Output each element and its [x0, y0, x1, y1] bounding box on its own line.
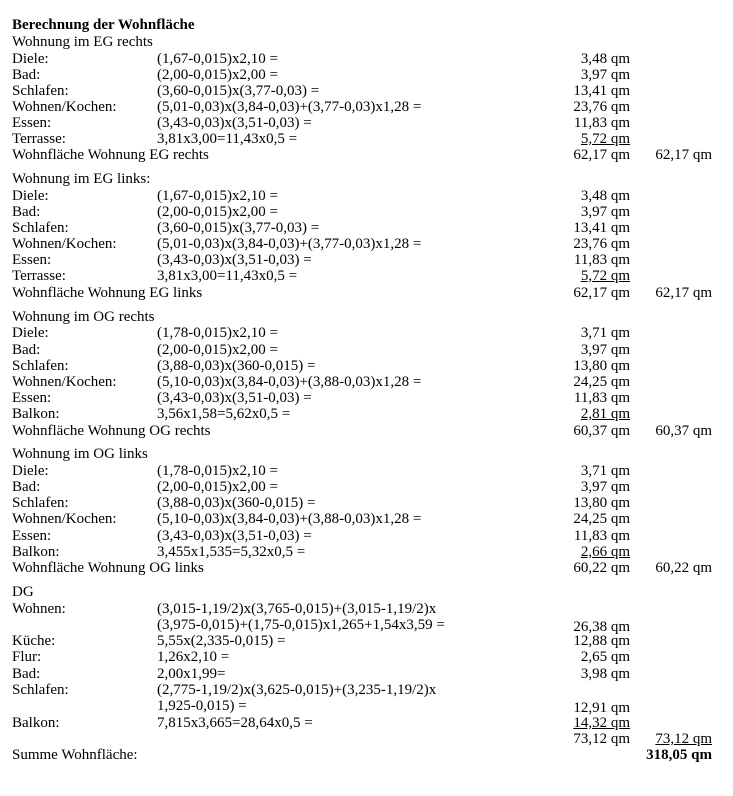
room-row: Schlafen: (2,775-1,19/2)x(3,625-0,015)+(3,235-1,19/2)x [12, 682, 437, 698]
room-row: Balkon: 3,455x1,535=5,32x0,5 = 2,66 qm [12, 544, 630, 560]
room-row: Diele: (1,78-0,015)x2,10 = 3,71 qm [12, 463, 630, 479]
room-row: Essen: (3,43-0,03)x(3,51-0,03) = 11,83 qm [12, 528, 630, 544]
room-row: Schlafen: (3,88-0,03)x(360-0,015) = 13,80 qm [12, 358, 630, 374]
room-row: Balkon: 7,815x3,665=28,64x0,5 = 14,32 qm [12, 715, 630, 731]
room-row: Bad: (2,00-0,015)x2,00 = 3,97 qm [12, 479, 630, 495]
room-row: Schlafen: (3,60-0,015)x(3,77-0,03) = 13,41 qm [12, 220, 630, 236]
section-summary: Wohnfläche Wohnung EG rechts 62,17 qm 62,17 qm [12, 147, 712, 163]
section-heading: Wohnung im OG links [12, 446, 148, 462]
room-row: Terrasse: 3,81x3,00=11,43x0,5 = 5,72 qm [12, 268, 630, 284]
room-row: Diele: (1,67-0,015)x2,10 = 3,48 qm [12, 188, 630, 204]
room-row: Flur: 1,26x2,10 = 2,65 qm [12, 649, 630, 665]
section-heading: Wohnung im OG rechts [12, 309, 155, 325]
section-heading: DG [12, 584, 34, 600]
room-row: Essen: (3,43-0,03)x(3,51-0,03) = 11,83 qm [12, 390, 630, 406]
room-row: Bad: (2,00-0,015)x2,00 = 3,97 qm [12, 204, 630, 220]
room-row: Schlafen: (3,88-0,03)x(360-0,015) = 13,80 qm [12, 495, 630, 511]
room-row: Essen: (3,43-0,03)x(3,51-0,03) = 11,83 qm [12, 115, 630, 131]
room-row: Schlafen: (3,60-0,015)x(3,77-0,03) = 13,41 qm [12, 83, 630, 99]
section-summary: Wohnfläche Wohnung OG links 60,22 qm 60,22 qm [12, 560, 712, 576]
room-row: Diele: (1,67-0,015)x2,10 = 3,48 qm [12, 51, 630, 67]
room-row: Essen: (3,43-0,03)x(3,51-0,03) = 11,83 qm [12, 252, 630, 268]
room-row: Wohnen/Kochen: (5,01-0,03)x(3,84-0,03)+(3,77-0,03)x1,28 = 23,76 qm [12, 99, 630, 115]
room-row-continuation: 1,925-0,015) = 12,91 qm [157, 698, 630, 716]
grand-total: Summe Wohnfläche: 318,05 qm [12, 747, 712, 763]
room-row: Bad: (2,00-0,015)x2,00 = 3,97 qm [12, 67, 630, 83]
room-row: Wohnen/Kochen: (5,01-0,03)x(3,84-0,03)+(3,77-0,03)x1,28 = 23,76 qm [12, 236, 630, 252]
section-summary: 73,12 qm 73,12 qm [573, 731, 712, 747]
section-heading: Wohnung im EG links: [12, 171, 151, 187]
room-row: Küche: 5,55x(2,335-0,015) = 12,88 qm [12, 633, 630, 649]
room-row: Wohnen/Kochen: (5,10-0,03)x(3,84-0,03)+(3,88-0,03)x1,28 = 24,25 qm [12, 511, 630, 527]
room-row: Bad: 2,00x1,99= 3,98 qm [12, 666, 630, 682]
section-summary: Wohnfläche Wohnung EG links 62,17 qm 62,17 qm [12, 285, 712, 301]
room-row: Wohnen/Kochen: (5,10-0,03)x(3,84-0,03)+(3,88-0,03)x1,28 = 24,25 qm [12, 374, 630, 390]
section-heading: Wohnung im EG rechts [12, 34, 153, 50]
room-row: Wohnen: (3,015-1,19/2)x(3,765-0,015)+(3,015-1,19/2)x [12, 601, 437, 617]
room-row-continuation: (3,975-0,015)+(1,75-0,015)x1,265+1,54x3,59 = 26,38 qm [157, 617, 630, 635]
document-title: Berechnung der Wohnfläche [12, 17, 195, 33]
room-row: Terrasse: 3,81x3,00=11,43x0,5 = 5,72 qm [12, 131, 630, 147]
room-row: Bad: (2,00-0,015)x2,00 = 3,97 qm [12, 342, 630, 358]
section-summary: Wohnfläche Wohnung OG rechts 60,37 qm 60,37 qm [12, 423, 712, 439]
room-row: Diele: (1,78-0,015)x2,10 = 3,71 qm [12, 325, 630, 341]
room-row: Balkon: 3,56x1,58=5,62x0,5 = 2,81 qm [12, 406, 630, 422]
